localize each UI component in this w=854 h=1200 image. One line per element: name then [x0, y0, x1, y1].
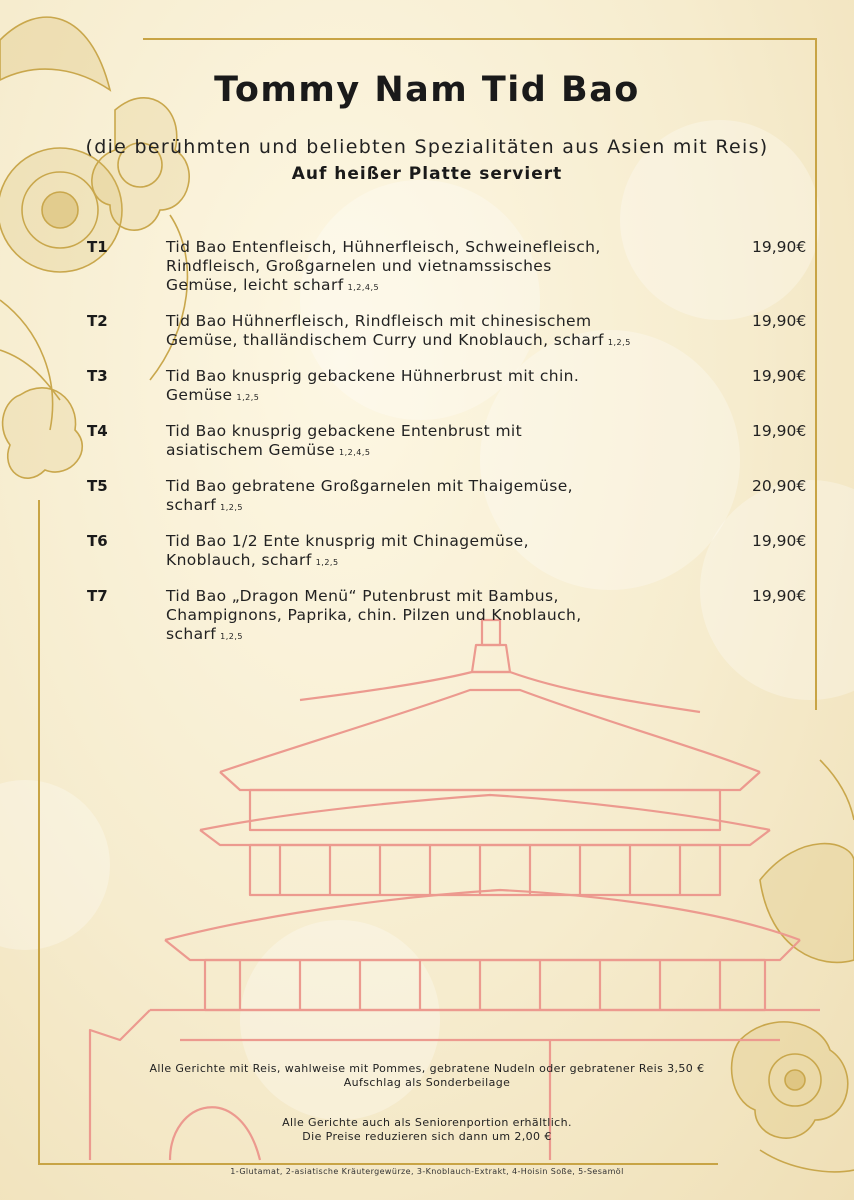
item-code: T7: [87, 587, 108, 605]
item-allergens: 1,2,4,5: [339, 448, 371, 457]
allergen-footnote: 1-Glutamat, 2-asiatische Kräutergewürze, 3-Knoblauch-Extrakt, 4-Hoisin Soße, 5-Sesamöl: [230, 1167, 624, 1176]
served-heading: Auf heißer Platte serviert: [291, 164, 563, 184]
item-price: 19,90€: [752, 422, 807, 440]
item-description: Tid Bao knusprig gebackene Hühnerbrust mit chin. Gemüse 1,2,5: [166, 367, 580, 404]
item-code: T5: [87, 477, 108, 495]
item-allergens: 1,2,5: [220, 632, 244, 641]
item-price: 19,90€: [752, 312, 807, 330]
item-allergens: 1,2,5: [220, 503, 244, 512]
page-subtitle: (die berühmten und beliebten Spezialitäten aus Asien mit Reis): [85, 136, 769, 158]
item-allergens: 1,2,5: [236, 393, 260, 402]
gold-floral-bottom-right-icon: [732, 760, 854, 1172]
item-code: T3: [87, 367, 108, 385]
item-allergens: 1,2,5: [315, 558, 339, 567]
item-description: Tid Bao knusprig gebackene Entenbrust mit asiatischem Gemüse 1,2,4,5: [166, 422, 523, 459]
item-allergens: 1,2,5: [607, 338, 631, 347]
side-dish-note: Alle Gerichte mit Reis, wahlweise mit Pommes, gebratene Nudeln oder gebratener Reis 3,50 € Aufschlag als Sonderbeilage: [149, 1062, 705, 1089]
item-price: 19,90€: [752, 367, 807, 385]
item-code: T2: [87, 312, 108, 330]
item-allergens: 1,2,4,5: [347, 283, 380, 292]
item-description: Tid Bao gebratene Großgarnelen mit Thaigemüse, scharf 1,2,5: [166, 477, 574, 514]
item-price: 19,90€: [752, 587, 807, 605]
item-price: 20,90€: [752, 477, 807, 495]
item-code: T6: [87, 532, 108, 550]
item-code: T4: [87, 422, 108, 440]
item-description: Tid Bao Entenfleisch, Hühnerfleisch, Schweinefleisch, Rindfleisch, Großgarnelen und vietnamssisches Gemüse, leicht scharf 1,2,4,5: [166, 238, 601, 294]
item-description: Tid Bao „Dragon Menü“ Putenbrust mit Bambus, Champignons, Paprika, chin. Pilzen und Knoblauch, scharf 1,2,5: [166, 587, 582, 643]
item-code: T1: [87, 238, 108, 256]
item-price: 19,90€: [752, 238, 807, 256]
item-description: Tid Bao Hühnerfleisch, Rindfleisch mit chinesischem Gemüse, thalländischem Curry und Knoblauch, scharf 1,2,5: [166, 312, 631, 349]
item-price: 19,90€: [752, 532, 807, 550]
item-description: Tid Bao 1/2 Ente knusprig mit Chinagemüse, Knoblauch, scharf 1,2,5: [166, 532, 529, 569]
page-title: Tommy Nam Tid Bao: [214, 70, 640, 110]
senior-portion-note: Alle Gerichte auch als Seniorenportion erhältlich. Die Preise reduzieren sich dann um 2,00 €: [282, 1116, 572, 1143]
